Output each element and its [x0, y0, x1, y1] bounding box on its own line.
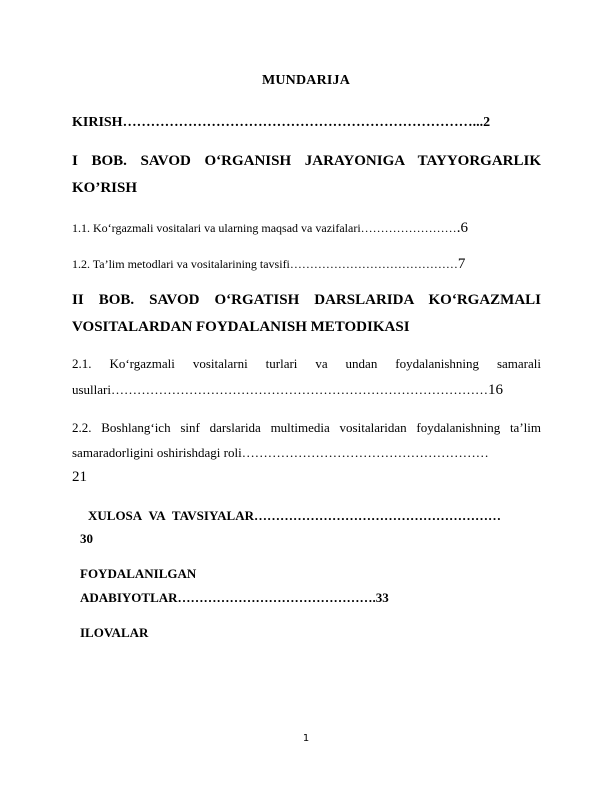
toc-entry-1-2 — [72, 256, 465, 273]
toc-entry-1-1-page: .6 — [456, 220, 468, 236]
toc-entry-2-1-line2 — [72, 382, 503, 399]
toc-entry-kirish: KIRISH…………………………………………………………………...2 — [72, 115, 491, 130]
toc-entry-ilovalar: ILOVALAR — [80, 625, 149, 640]
toc-entry-2-2-line1: 2.2. Boshlang‘ich sinf darslarida multimedia vositalaridan foydalanishning ta’lim — [72, 420, 541, 435]
toc-entry-1-2-page: 7 — [457, 256, 466, 272]
toc-entry-bob2-line2: VOSITALARDAN FOYDALANISH METODIKASI — [72, 319, 410, 335]
toc-entry-1-2-text: 1.2. Ta’lim metodlari va vositalarining tavsifi…………………………………… — [72, 257, 458, 271]
toc-entry-bob1-line2: KO’RISH — [72, 180, 138, 196]
toc-entry-1-1 — [72, 220, 468, 237]
toc-entry-2-1-text: usullari…………………………………………………………………………… — [72, 382, 488, 397]
toc-entry-2-1-page: 16 — [488, 382, 503, 398]
toc-entry-bob2-line1: II BOB. SAVOD O‘RGATISH DARSLARIDA KO‘RGAZMALI — [72, 292, 541, 308]
toc-entry-xulosa-line2: 30 — [80, 531, 93, 546]
page-number: 1 — [302, 733, 310, 744]
toc-entry-2-1-line1: 2.1. Ko‘rgazmali vositalarni turlari va undan foydalanishning samarali — [72, 356, 541, 371]
toc-entry-bob1-line1: I BOB. SAVOD O‘RGANISH JARAYONIGA TAYYORGARLIK — [72, 153, 541, 169]
toc-entry-xulosa-line1: XULOSA VA TAVSIYALAR………………………………………………… — [88, 508, 501, 523]
toc-entry-1-1-text: 1.1. Ko‘rgazmali vositalari va ularning maqsad va vazifalari…………………… — [72, 221, 457, 235]
toc-entry-foydalanilgan-line2: ADABIYOTLAR……………………………………….33 — [80, 590, 389, 605]
toc-title: MUNDARIJA — [261, 73, 351, 88]
toc-entry-2-2-line2: samaradorligini oshirishdagi roli………………………………………………… — [72, 445, 489, 460]
toc-entry-2-2-page: 21 — [72, 469, 87, 485]
toc-entry-foydalanilgan-line1: FOYDALANILGAN — [80, 566, 197, 581]
